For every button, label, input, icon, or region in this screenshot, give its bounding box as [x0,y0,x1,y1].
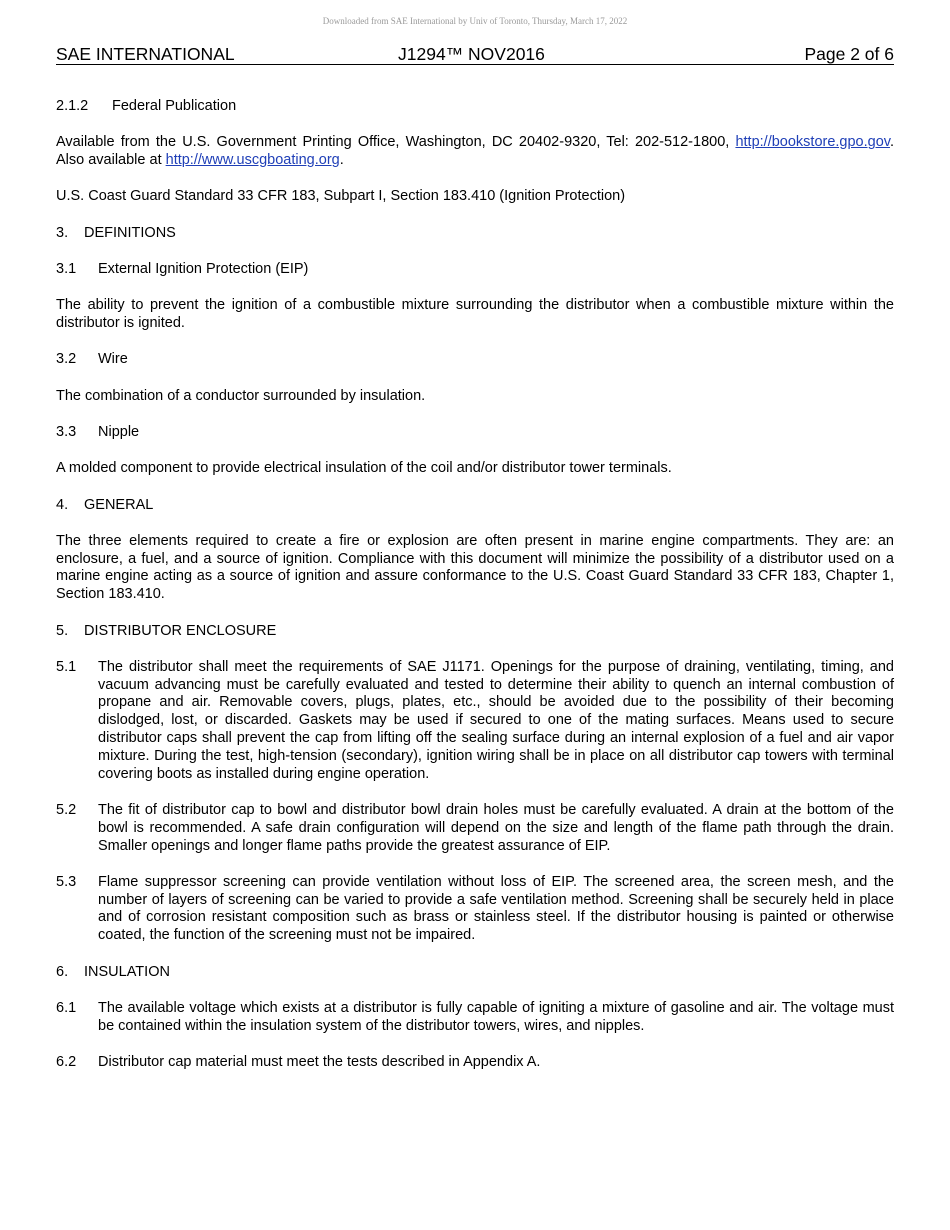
section-6-heading [56,964,894,982]
definition-3-2-heading [56,351,894,369]
clause-5-2 [56,802,894,855]
definition-3-3-text: A molded component to provide electrical insulation of the coil and/or distributor tower terminals. [56,460,672,477]
clause-text: The available voltage which exists at a distributor is fully capable of igniting a mixture of gasoline and air. The voltage must be contained within the insulation system of the distributor towers, wires, and nipples. [98,999,894,1034]
section-5-heading [56,623,894,641]
section-number: 4. [56,496,69,513]
section-2-1-2-heading [56,98,894,116]
clause-6-2 [56,1054,894,1072]
definition-3-3-heading [56,424,894,442]
download-watermark: Downloaded from SAE International by Univ of Toronto, Thursday, March 17, 2022 [322,16,628,26]
section-title: Nipple [98,423,140,440]
clause-text: Flame suppressor screening can provide ventilation without loss of EIP. The screened area, the screen mesh, and the number of layers of screening can be varied to provide a safe ventilation method. Screening shall be securely held in place and of corrosion resistant composition such as brass or stainless steel. If the distributor housing is painted or otherwise coated, the function of the screening must not be impaired. [98,873,894,944]
section-number: 5. [56,622,69,639]
clause-5-3 [56,874,894,945]
availability-text: Available from the U.S. Government Printing Office, Washington, DC 20402-9320, Tel: 202-512-1800, [56,134,736,151]
section-title: DEFINITIONS [84,224,176,241]
section-title: INSULATION [84,963,170,980]
header-document-id: J1294™ NOV2016 [398,44,545,64]
definition-3-1-heading [56,261,894,279]
document-body [56,98,894,1090]
clause-6-1 [56,1000,894,1036]
uscg-standard-reference: U.S. Coast Guard Standard 33 CFR 183, Subpart I, Section 183.410 (Ignition Protection) [56,188,626,205]
section-title: Federal Publication [112,98,237,114]
availability-end-text: . [339,152,344,169]
definition-3-2-text: The combination of a conductor surrounded by insulation. [56,387,426,404]
clause-text: The fit of distributor cap to bowl and distributor bowl drain holes must be carefully evaluated. A drain at the bottom of the bowl is recommended. A safe drain configuration will depend on the size and length of the flame path through the drain. Smaller openings and longer flame paths provide the greatest assurance of EIP. [98,801,894,854]
section-4-heading [56,497,894,515]
clause-number: 5.1 [56,658,77,675]
clause-text: The distributor shall meet the requirements of SAE J1171. Openings for the purpose of draining, ventilating, timing, and vacuum advancing must be carefully evaluated and tested to determine their ability to quench an internal combustion of propane and air. Removable covers, plugs, plates, etc., should be avoided due to the possibility of their becoming dislodged, lost, or discarded. Gaskets may be used if secured to one of the mating surfaces. Means used to secure distributor caps shall prevent the cap from lifting off the sealing surface during an internal explosion of a fuel and air vapor mixture. During the test, high-tension (secondary), ignition wiring shall be in place on all distributor cap towers with terminal covering boots as installed during engine operation. [98,658,894,782]
definition-3-1-text: The ability to prevent the ignition of a combustible mixture surrounding the distributor when a combustible mixture within the distributor is ignited. [56,297,894,332]
availability-paragraph [56,134,894,170]
section-number: 2.1.2 [56,98,89,114]
section-title: GENERAL [84,496,154,513]
section-number: 3.2 [56,351,77,368]
clause-number: 6.1 [56,999,77,1016]
clause-5-1 [56,659,894,784]
section-4-text: The three elements required to create a fire or explosion are often present in marine engine compartments. They are: an enclosure, a fuel, and a source of ignition. Compliance with this document will minimize the possibility of a distributor used on a marine engine acting as a source of ignition and assure conformance to the U.S. Coast Guard Standard 33 CFR 183, Chapter 1, Section 183.410. [56,532,894,603]
section-title: External Ignition Protection (EIP) [98,260,309,277]
clause-number: 5.2 [56,801,77,818]
page-header [56,44,894,65]
section-number: 3.3 [56,423,77,440]
clause-number: 6.2 [56,1053,77,1070]
uscg-boating-link[interactable]: http://www.uscgboating.org [165,152,340,169]
header-page-number: Page 2 of 6 [804,44,894,64]
gpo-bookstore-link[interactable]: http://bookstore.gpo.gov [735,134,890,151]
section-title: Wire [98,351,128,368]
section-number: 6. [56,963,69,980]
section-number: 3. [56,224,69,241]
header-organization: SAE INTERNATIONAL [56,44,235,64]
section-3-heading [56,225,894,243]
section-number: 3.1 [56,260,77,277]
clause-number: 5.3 [56,873,77,890]
section-title: DISTRIBUTOR ENCLOSURE [84,622,277,639]
clause-text: Distributor cap material must meet the tests described in Appendix A. [98,1053,541,1070]
availability-mid-text: . Also available at [56,134,894,169]
